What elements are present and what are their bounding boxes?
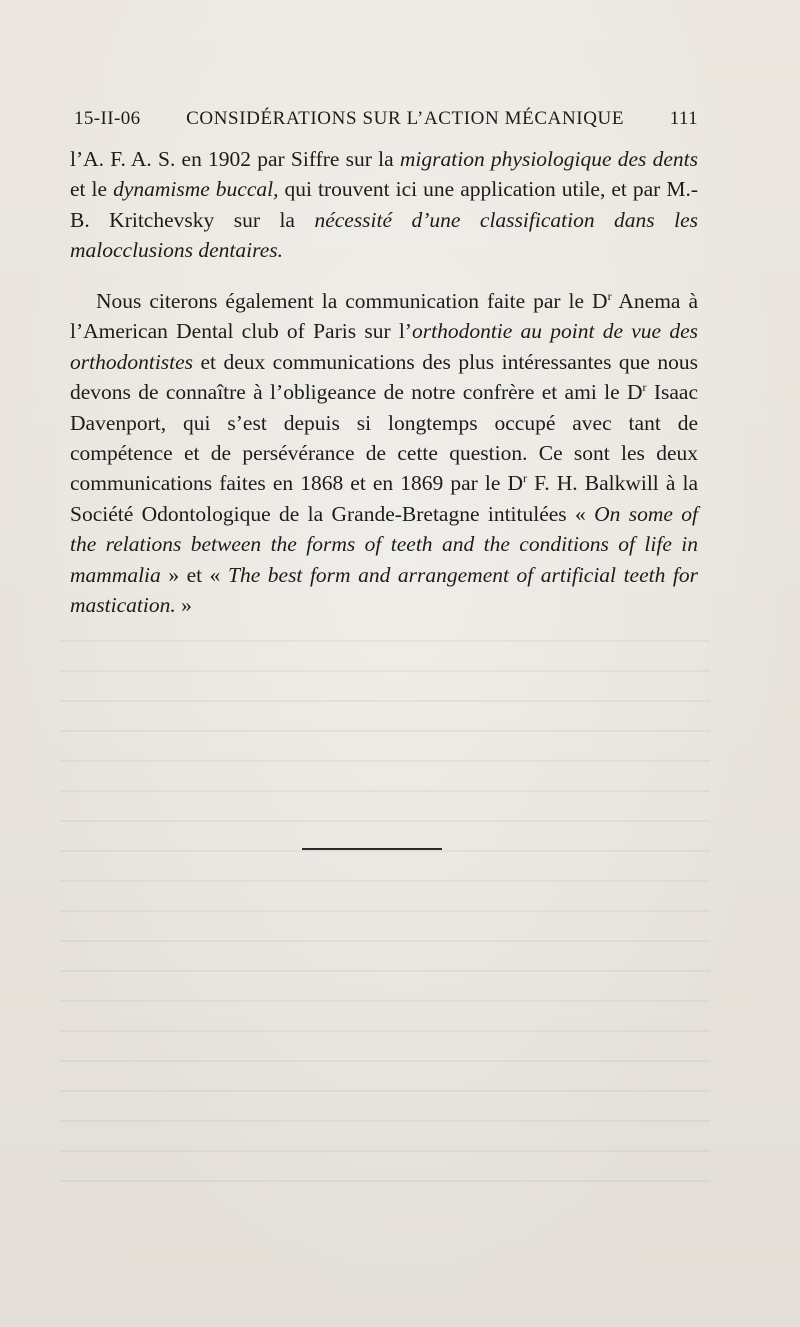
paragraph-2 [70, 286, 698, 620]
running-header [74, 108, 698, 130]
p2-sup-1: r [607, 289, 612, 303]
p2-text-2: Anema à l’American Dental club of Paris sur l’ [70, 289, 698, 344]
page-number: 111 [669, 108, 698, 129]
header-date: 15-II-06 [74, 108, 141, 129]
p1-text-3: qui trouvent ici une application utile, et par M.-B. Kritchevsky sur la [70, 177, 698, 232]
paragraph-1 [70, 144, 698, 266]
header-title: CONSIDÉRATIONS SUR L’ACTION MÉCANIQUE [186, 108, 625, 129]
p2-sup-2: r [642, 380, 647, 395]
p2-text-1: Nous citerons également la communication faite par le D [96, 289, 608, 313]
p1-italic-3: nécessité d’une classification dans les malocclusions dentaires. [70, 207, 698, 263]
p2-text-6: » et « [160, 562, 228, 587]
p1-text-1: l’A. F. A. S. en 1902 par Siffre sur la [70, 147, 400, 171]
bleed-through-texture [60, 640, 710, 1200]
p2-text-7: » [175, 593, 192, 618]
p2-text-4: Isaac Davenport, qui s’est depuis si longtemps occupé avec tant de compétence et de persévérance de cette question. Ce sont les deux communications faites en 1868 et en 1869 par le D [70, 380, 699, 496]
p1-italic-1: migration physiologique des dents [399, 147, 698, 171]
p2-text-5: F. H. Balkwill à la Société Odontologique de la Grande-Bretagne intitulées « [70, 471, 698, 526]
p1-text-2: et le [70, 177, 114, 202]
p2-italic-2: On some of the relations between the forms of teeth and the conditions of life in mammalia [70, 501, 699, 587]
p2-text-3: et deux communications des plus intéressantes que nous devons de connaître à l’obligeance de notre confrère et ami le D [70, 349, 698, 405]
p2-italic-1: orthodontie au point de vue des orthodontistes [70, 319, 698, 374]
p1-italic-2: dynamisme buccal, [113, 177, 279, 202]
p2-sup-3: r [522, 471, 527, 486]
section-divider [302, 848, 442, 850]
p2-italic-3: The best form and arrangement of artificial teeth for mastication. [70, 562, 698, 618]
